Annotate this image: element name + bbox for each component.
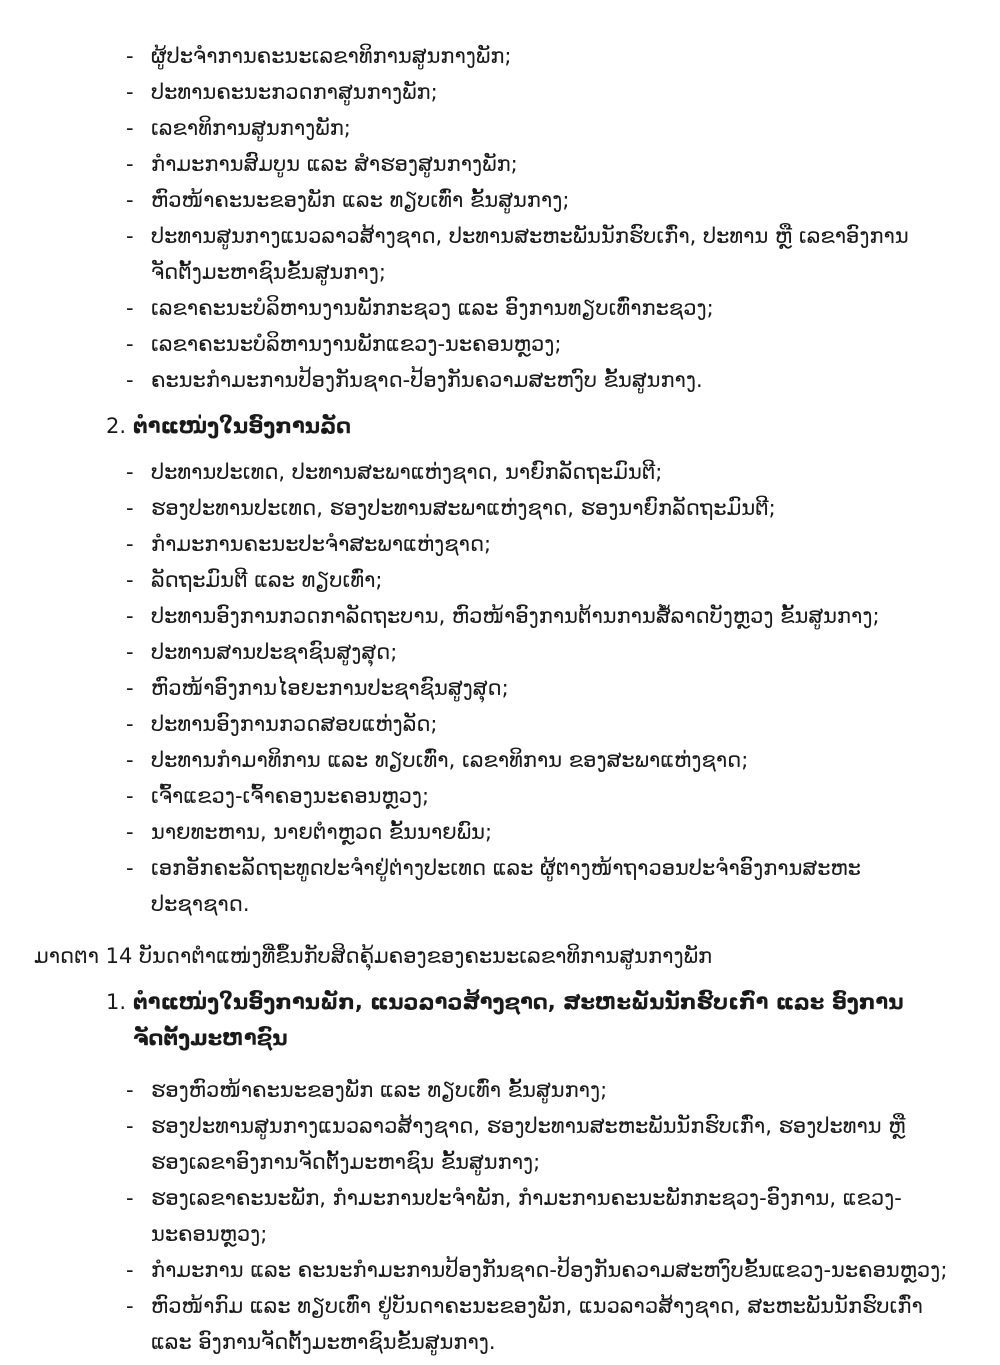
- list-item-text: ເອກອັກຄະລັດຖະທູດປະຈໍາຢູ່ຕ່າງປະເທດ ແລະ ຜູ້ຕາງໜ້າຖາວອນປະຈໍາອົງການສະຫະປະຊາຊາດ.: [151, 856, 861, 916]
- list-item: [0, 74, 1000, 110]
- list-item: [0, 598, 1000, 634]
- list-dash: -: [126, 712, 134, 736]
- list-dash: -: [126, 820, 134, 844]
- list-item: [0, 526, 1000, 562]
- list-item-text: ຄະນະກໍາມະການປ້ອງກັນຊາດ-ປ້ອງກັນຄວາມສະຫງົບ ຂັ້ນສູນກາງ.: [151, 368, 703, 392]
- list-item: [0, 742, 1000, 778]
- list-item-text: ກໍາມະການສົມບູນ ແລະ ສໍາຮອງສູນກາງພັກ;: [151, 152, 518, 176]
- list-item-text: ຮອງເລຂາຄະນະພັກ, ກໍາມະການປະຈໍາພັກ, ກໍາມະການຄະນະພັກກະຊວງ-ອົງການ, ແຂວງ-ນະຄອນຫຼວງ;: [151, 1186, 902, 1246]
- article-14-title: ມາດຕາ 14 ບັນດາຕໍາແໜ່ງທີ່ຂຶ້ນກັບສິດຄຸ້ມຄອງຂອງຄະນະເລຂາທິການສູນກາງພັກ: [34, 944, 713, 968]
- list-item: [0, 1288, 1000, 1360]
- list-item: [0, 362, 1000, 398]
- list-dash: -: [126, 640, 134, 664]
- list-dash: -: [126, 296, 134, 320]
- list-dash: -: [126, 80, 134, 104]
- section2-number: 2.: [106, 414, 127, 438]
- list-dash: -: [126, 604, 134, 628]
- list-item: [0, 146, 1000, 182]
- list-item-text: ຫົວໜ້າຄະນະຂອງພັກ ແລະ ທຽບເທົ່າ ຂັ້ນສູນກາງ;: [151, 188, 570, 212]
- list-item: [0, 706, 1000, 742]
- list-item: [0, 1108, 1000, 1180]
- list-item: [0, 290, 1000, 326]
- list-item-text: ປະທານສູນກາງແນວລາວສ້າງຊາດ, ປະທານສະຫະພັນນັກຮົບເກົ່າ, ປະທານ ຫຼື ເລຂາອົງການຈັດຕັ້ງມະຫາຊົນຂັ້ນສູນກາງ;: [151, 224, 909, 284]
- list-dash: -: [126, 152, 134, 176]
- list-dash: -: [126, 224, 134, 248]
- list-item-text: ເລຂາຄະນະບໍລິຫານງານພັກແຂວງ-ນະຄອນຫຼວງ;: [151, 332, 562, 356]
- list-item: [0, 326, 1000, 362]
- list-item: [0, 490, 1000, 526]
- section2-heading: [0, 408, 1000, 444]
- list-item-text: ປະທານສານປະຊາຊົນສູງສຸດ;: [151, 640, 398, 664]
- list-item-text: ກໍາມະການ ແລະ ຄະນະກໍາມະການປ້ອງກັນຊາດ-ປ້ອງກັນຄວາມສະຫງົບຂັ້ນແຂວງ-ນະຄອນຫຼວງ;: [151, 1258, 948, 1282]
- list-dash: -: [126, 748, 134, 772]
- list-item: [0, 1252, 1000, 1288]
- list-item-text: ຮອງຫົວໜ້າຄະນະຂອງພັກ ແລະ ທຽບເທົ່າ ຂັ້ນສູນກາງ;: [151, 1078, 608, 1102]
- list-item-text: ປະທານປະເທດ, ປະທານສະພາແຫ່ງຊາດ, ນາຍົກລັດຖະມົນຕີ;: [151, 460, 663, 484]
- article14-section1-list: [0, 1072, 1000, 1360]
- section2-list: [0, 454, 1000, 922]
- article14-section1-number: 1.: [106, 990, 127, 1014]
- list-dash: -: [126, 1258, 134, 1282]
- list-dash: -: [126, 1294, 134, 1318]
- list-dash: -: [126, 532, 134, 556]
- list-dash: -: [126, 1186, 134, 1210]
- list-item: [0, 1072, 1000, 1108]
- list-item-text: ກໍາມະການຄະນະປະຈໍາສະພາແຫ່ງຊາດ;: [151, 532, 492, 556]
- list-item: [0, 182, 1000, 218]
- list-item-text: ປະທານຄະນະກວດກາສູນກາງພັກ;: [151, 80, 438, 104]
- list-item-text: ປະທານກໍາມາທິການ ແລະ ທຽບເທົ່າ, ເລຂາທິການ ຂອງສະພາແຫ່ງຊາດ;: [151, 748, 749, 772]
- document-body: [0, 38, 1000, 1360]
- list-item: [0, 850, 1000, 922]
- list-item-text: ຮອງປະທານປະເທດ, ຮອງປະທານສະພາແຫ່ງຊາດ, ຮອງນາຍົກລັດຖະມົນຕີ;: [151, 496, 776, 520]
- list-dash: -: [126, 1114, 134, 1138]
- list-item-text: ຫົວໜ້າກົມ ແລະ ທຽບເທົ່າ ຢູ່ບັນດາຄະນະຂອງພັກ, ແນວລາວສ້າງຊາດ, ສະຫະພັນນັກຮົບເກົ່າ ແລະ ອົງການຈັດຕັ້ງມະຫາຊົນຂັ້ນສູນກາງ.: [151, 1294, 923, 1354]
- list-item: [0, 110, 1000, 146]
- list-item-text: ເລຂາຄະນະບໍລິຫານງານພັກກະຊວງ ແລະ ອົງການທຽບເທົ່າກະຊວງ;: [151, 296, 714, 320]
- list-dash: -: [126, 44, 134, 68]
- list-dash: -: [126, 784, 134, 808]
- list-item-text: ຮອງປະທານສູນກາງແນວລາວສ້າງຊາດ, ຮອງປະທານສະຫະພັນນັກຮົບເກົ່າ, ຮອງປະທານ ຫຼື ຮອງເລຂາອົງການຈັດຕັ້ງມະຫາຊົນ ຂັ້ນສູນກາງ;: [151, 1114, 906, 1174]
- list-item: [0, 1180, 1000, 1252]
- list-dash: -: [126, 116, 134, 140]
- list-dash: -: [126, 568, 134, 592]
- list-item-text: ຫົວໜ້າອົງການໄອຍະການປະຊາຊົນສູງສຸດ;: [151, 676, 509, 700]
- list-item: [0, 454, 1000, 490]
- list-dash: -: [126, 496, 134, 520]
- list-item: [0, 814, 1000, 850]
- list-item: [0, 218, 1000, 290]
- list-item-text: ປະທານອົງການກວດກາລັດຖະບານ, ຫົວໜ້າອົງການຕ້ານການສໍ້ລາດບັງຫຼວງ ຂັ້ນສູນກາງ;: [151, 604, 880, 628]
- list-item-text: ຜູ້ປະຈໍາການຄະນະເລຂາທິການສູນກາງພັກ;: [151, 44, 512, 68]
- list-item: [0, 562, 1000, 598]
- list-item-text: ເລຂາທິການສູນກາງພັກ;: [151, 116, 351, 140]
- section1-tail-list: [0, 38, 1000, 398]
- list-dash: -: [126, 676, 134, 700]
- list-dash: -: [126, 1078, 134, 1102]
- list-item-text: ປະທານອົງການກວດສອບແຫ່ງລັດ;: [151, 712, 438, 736]
- list-item: [0, 670, 1000, 706]
- list-item: [0, 38, 1000, 74]
- list-dash: -: [126, 856, 134, 880]
- list-item-text: ນາຍທະຫານ, ນາຍຕໍາຫຼວດ ຂັ້ນນາຍພົນ;: [151, 820, 493, 844]
- list-item-text: ລັດຖະມົນຕີ ແລະ ທຽບເທົ່າ;: [151, 568, 383, 592]
- list-dash: -: [126, 368, 134, 392]
- list-dash: -: [126, 332, 134, 356]
- list-dash: -: [126, 188, 134, 212]
- article14-section1-title: ຕໍາແໜ່ງໃນອົງການພັກ, ແນວລາວສ້າງຊາດ, ສະຫະພັນນັກຮົບເກົ່າ ແລະ ອົງການຈັດຕັ້ງມະຫາຊົນ: [133, 990, 904, 1050]
- article14-section1-heading: [0, 984, 1000, 1056]
- list-dash: -: [126, 460, 134, 484]
- list-item: [0, 634, 1000, 670]
- section2-title: ຕໍາແໜ່ງໃນອົງການລັດ: [133, 414, 352, 438]
- list-item: [0, 778, 1000, 814]
- list-item-text: ເຈົ້າແຂວງ-ເຈົ້າຄອງນະຄອນຫຼວງ;: [151, 784, 430, 808]
